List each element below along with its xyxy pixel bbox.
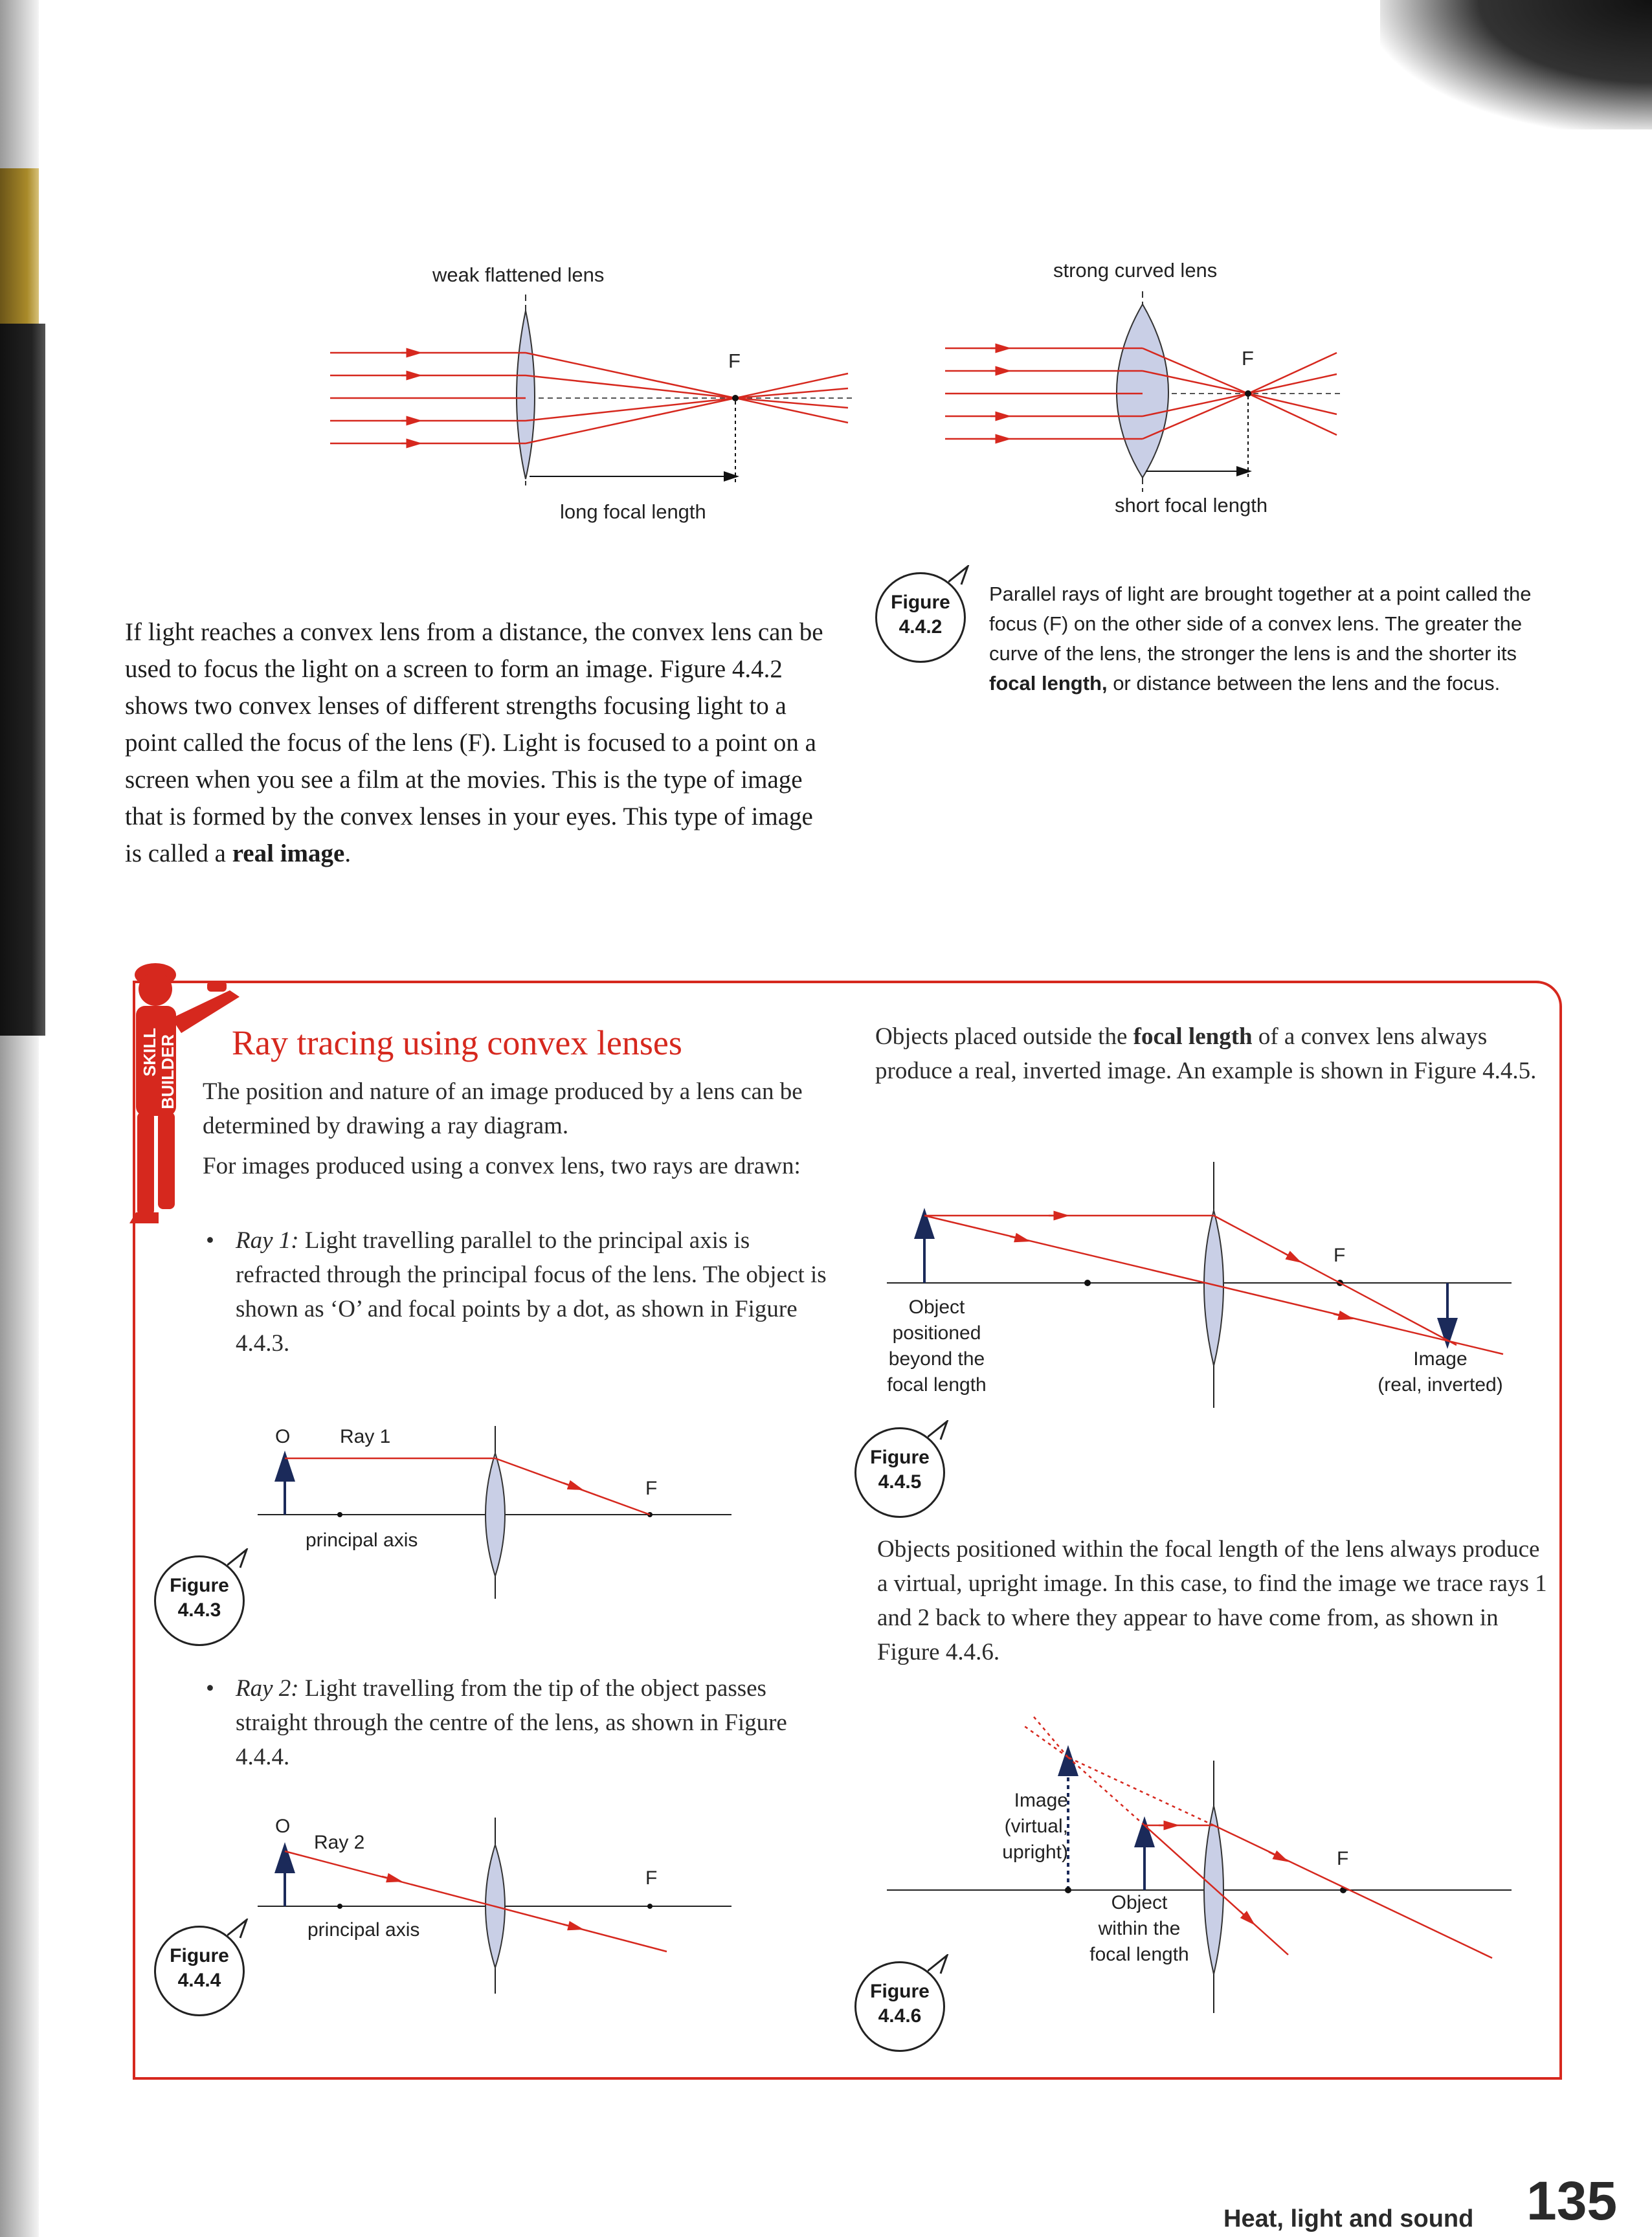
fig445-diagram bbox=[880, 1159, 1515, 1411]
fig443-lens bbox=[486, 1453, 505, 1576]
ray1-item bbox=[206, 1223, 827, 1361]
intro-bold-term: real image bbox=[232, 840, 345, 867]
fig446-image-line: upright) bbox=[1002, 1842, 1068, 1863]
ray2-name: Ray 2: bbox=[236, 1675, 299, 1702]
fig443-axis-label: principal axis bbox=[306, 1530, 418, 1551]
outside-text-end: of a convex lens always produce a real, inverted image. An example is shown in Figure 4.4.5. bbox=[875, 1023, 1537, 1084]
weak-lens-focus-label: F bbox=[728, 350, 741, 372]
page-binding-dark-edge bbox=[0, 324, 45, 1036]
fig445-image-line: Image bbox=[1413, 1348, 1468, 1370]
fig445-image-line: (real, inverted) bbox=[1378, 1374, 1503, 1396]
weak-lens-shape bbox=[517, 311, 535, 479]
ray2-text: Light travelling from the tip of the object passes straight through the centre of the lens, as shown in Figure 4.4.4. bbox=[236, 1675, 787, 1770]
two-rays-intro: For images produced using a convex lens, two rays are drawn: bbox=[203, 1153, 801, 1179]
badge-number: 4.4.4 bbox=[177, 1970, 221, 1991]
weak-lens-focal-length-label: long focal length bbox=[560, 500, 706, 523]
fig446-object-line: within the bbox=[1098, 1918, 1181, 1939]
strong-lens-focus-label: F bbox=[1242, 347, 1254, 370]
ray2-list bbox=[206, 1671, 827, 1774]
intro-end: . bbox=[344, 840, 352, 867]
badge-word: Figure bbox=[891, 592, 950, 613]
badge-word: Figure bbox=[870, 1981, 930, 2002]
fig445-object-line: beyond the bbox=[888, 1348, 985, 1370]
badge-word: Figure bbox=[870, 1447, 930, 1468]
fig445-object-line: positioned bbox=[892, 1322, 981, 1344]
fig446-focus-label: F bbox=[1337, 1848, 1349, 1869]
fig446-diagram bbox=[880, 1696, 1515, 2020]
fig446-object-line: Object bbox=[1111, 1892, 1168, 1913]
fig445-lens bbox=[1204, 1210, 1223, 1366]
figure-4-4-3-badge bbox=[154, 1555, 245, 1646]
figure-4-4-2-badge bbox=[875, 572, 966, 663]
skill-tab-label-2: BUILDER bbox=[158, 1034, 177, 1109]
fig445-object-line: focal length bbox=[887, 1374, 987, 1396]
page-number: 135 bbox=[1526, 2170, 1618, 2231]
badge-word: Figure bbox=[170, 1575, 229, 1596]
ray1-text: Light travelling parallel to the principal axis is refracted through the principal focus of the lens. The object is shown as ‘O’ and focal points by a dot, as shown in Figure 4.4.3. bbox=[236, 1227, 827, 1357]
skill-tab-label-1: SKILL bbox=[140, 1028, 159, 1077]
outside-bold-term: focal length bbox=[1133, 1023, 1253, 1050]
fig446-image-line: Image bbox=[1014, 1790, 1068, 1811]
intro-paragraph bbox=[125, 614, 831, 872]
strong-lens-focal-length-label: short focal length bbox=[1115, 494, 1268, 517]
fig443-ray-label: Ray 1 bbox=[340, 1426, 391, 1447]
badge-number: 4.4.2 bbox=[899, 616, 943, 638]
fig443-object-label: O bbox=[275, 1426, 291, 1447]
badge-number: 4.4.5 bbox=[878, 1471, 922, 1493]
skill-builder-title: Ray tracing using convex lenses bbox=[232, 1023, 682, 1062]
page-corner-shadow bbox=[1380, 0, 1652, 129]
fig446-object-line: focal length bbox=[1089, 1944, 1189, 1965]
caption-text: Parallel rays of light are brought together at a point called the focus (F) on the other side of a convex lens. The greater the curve of the lens, the stronger the lens is and the shorter its bbox=[989, 583, 1532, 665]
weak-lens-label: weak flattened lens bbox=[432, 263, 605, 286]
fig444-diagram bbox=[252, 1812, 738, 2000]
caption-bold-term: focal length, bbox=[989, 672, 1108, 695]
badge-number: 4.4.6 bbox=[878, 2005, 922, 2027]
ray2-item bbox=[206, 1671, 827, 1774]
caption-text-end: or distance between the lens and the focus. bbox=[1107, 672, 1501, 695]
badge-number: 4.4.3 bbox=[177, 1599, 221, 1621]
figure-4-4-5-badge bbox=[854, 1427, 945, 1518]
fig443-focus-label: F bbox=[645, 1478, 658, 1499]
figure-4-4-4-badge bbox=[154, 1926, 245, 2016]
fig444-object-label: O bbox=[275, 1816, 291, 1837]
fig444-focus-label: F bbox=[645, 1867, 658, 1889]
strong-lens-diagram bbox=[939, 285, 1366, 492]
within-focal-paragraph: Objects positioned within the focal length of the lens always produce a virtual, upright image. In this case, to find the image we trace rays 1 and 2 back to where they appear to have come from, as shown in Figure 4.4.6. bbox=[877, 1536, 1547, 1665]
skill-builder-intro: The position and nature of an image produced by a lens can be determined by drawing a ray diagram. bbox=[203, 1078, 803, 1139]
strong-lens-shape bbox=[1117, 304, 1168, 478]
fig444-axis-label: principal axis bbox=[307, 1919, 420, 1941]
fig443-diagram bbox=[252, 1421, 738, 1608]
figure-4-4-2-caption bbox=[989, 579, 1559, 698]
outside-text: Objects placed outside the bbox=[875, 1023, 1133, 1050]
fig445-object-line: Object bbox=[908, 1297, 965, 1318]
figure-4-4-6-badge bbox=[854, 1961, 945, 2052]
fig446-image-line: (virtual, bbox=[1004, 1816, 1068, 1837]
fig445-focus-label: F bbox=[1334, 1245, 1346, 1266]
ray1-list bbox=[206, 1223, 827, 1361]
intro-text: If light reaches a convex lens from a distance, the convex lens can be used to focus the light on a screen to form an image. Figure 4.4.2 shows two convex lenses of different strengths focusing light to a point called the focus of the lens (F). Light is focused to a point on a screen when you see a film at the movies. This is the type of image that is formed by the convex lenses in your eyes. This type of image is called a bbox=[125, 618, 823, 867]
outside-focal-paragraph bbox=[875, 1019, 1548, 1088]
section-footer: Heat, light and sound bbox=[1223, 2205, 1474, 2232]
ray1-name: Ray 1: bbox=[236, 1227, 299, 1254]
weak-lens-diagram bbox=[324, 285, 867, 498]
page-binding-gold-edge bbox=[0, 168, 39, 337]
fig444-ray-label: Ray 2 bbox=[314, 1832, 365, 1853]
badge-word: Figure bbox=[170, 1945, 229, 1966]
fig446-lens bbox=[1204, 1806, 1223, 1974]
strong-lens-label: strong curved lens bbox=[1053, 259, 1218, 282]
